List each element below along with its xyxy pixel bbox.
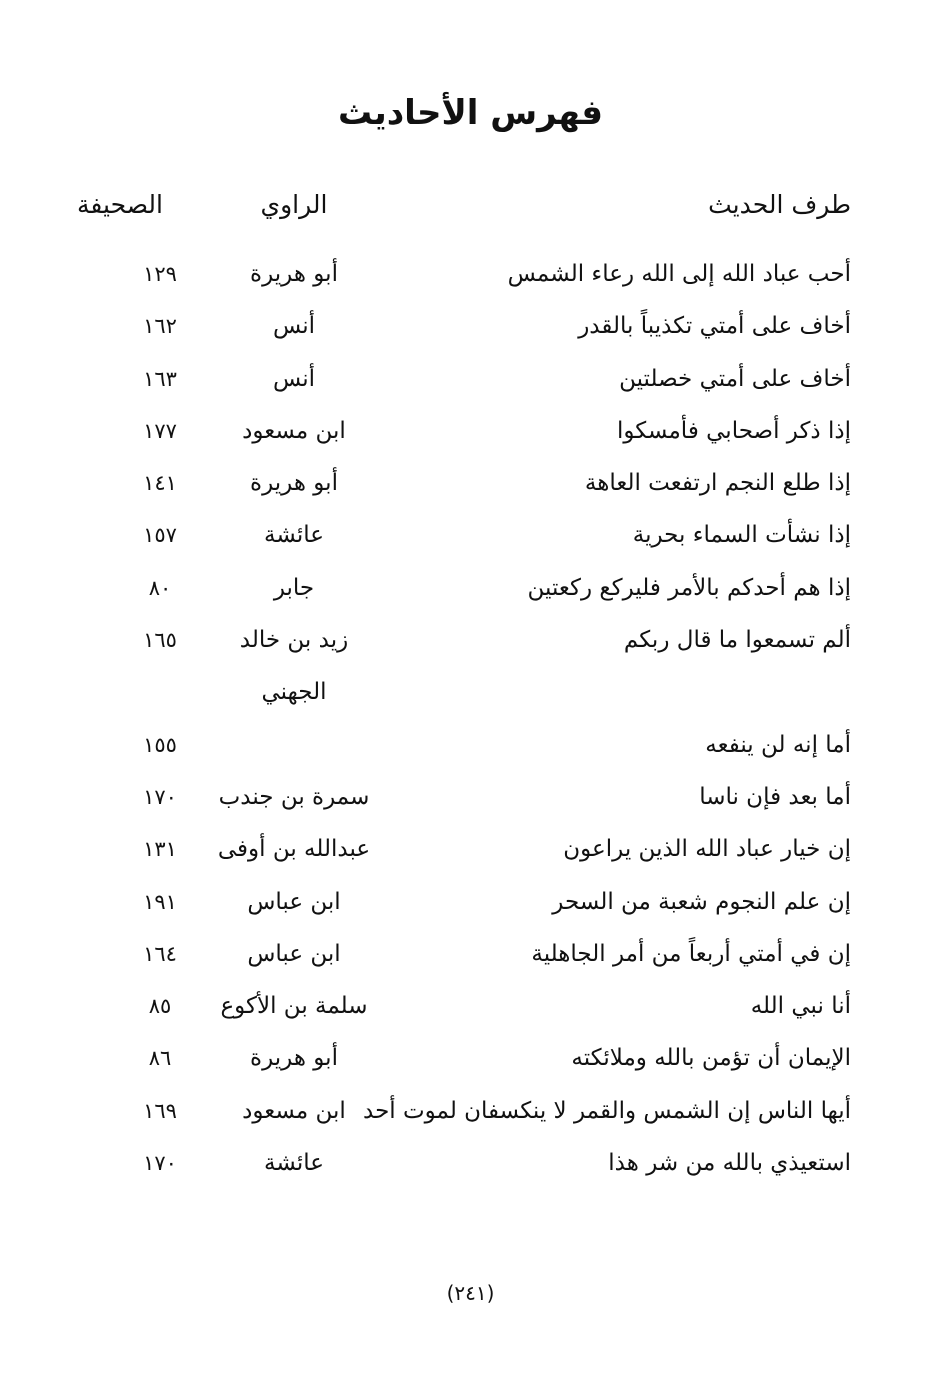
- hadith-text: إن في أمتي أربعاً من أمر الجاهلية: [531, 940, 851, 967]
- hadith-text: أنا نبي الله: [750, 993, 851, 1020]
- table-row: [0, 614, 941, 719]
- hadith-text: إن علم النجوم شعبة من السحر: [552, 888, 851, 915]
- table-row: [0, 823, 941, 875]
- page-ref: ١٦٣: [143, 366, 177, 391]
- table-row: [0, 405, 941, 457]
- page-ref: ١٢٩: [143, 262, 177, 286]
- narrator-name: عائشة: [264, 522, 324, 549]
- narrator-name: زيد بن خالد الجهني: [239, 627, 349, 706]
- hadith-text: الإيمان أن تؤمن بالله وملائكته: [571, 1045, 851, 1072]
- page-ref: ٨٠: [148, 575, 172, 600]
- table-row: [0, 248, 941, 300]
- page-ref: ١٦٢: [143, 314, 177, 339]
- page-ref: ١٩١: [143, 889, 177, 914]
- hadith-text: أما بعد فإن ناسا: [699, 783, 851, 810]
- page-ref: ٨٥: [148, 994, 172, 1019]
- hadith-text: إذا نشأت السماء بحرية: [632, 522, 851, 549]
- hadith-text: ألم تسمعوا ما قال ربكم: [623, 627, 851, 654]
- narrator-name: جابر: [273, 574, 315, 601]
- table-row: [0, 928, 941, 980]
- table-row: [0, 353, 941, 405]
- narrator-name: عائشة: [264, 1150, 324, 1177]
- table-row: [0, 300, 941, 352]
- narrator-name: ابن عباس: [247, 888, 341, 915]
- page-ref: ٨٦: [148, 1046, 172, 1071]
- hadith-index-list: [0, 248, 941, 1189]
- table-row: [0, 509, 941, 561]
- narrator-name: أبو هريرة: [250, 470, 338, 497]
- table-row: [0, 457, 941, 509]
- page-ref: ١٧٠: [143, 1151, 177, 1176]
- table-row: [0, 980, 941, 1032]
- table-row: [0, 1137, 941, 1189]
- narrator-name: عبدالله بن أوفى: [217, 836, 371, 863]
- page-ref: ١٥٥: [143, 732, 177, 757]
- narrator-name: أبو هريرة: [250, 1045, 338, 1072]
- hadith-text: أما إنه لن ينفعه: [705, 731, 851, 758]
- narrator-name: أنس: [272, 313, 316, 340]
- narrator-name: ابن مسعود: [242, 1097, 346, 1124]
- narrator-name: أبو هريرة: [250, 261, 338, 287]
- table-row: [0, 1085, 941, 1137]
- page-ref: ١٣١: [143, 837, 177, 862]
- page-ref: ١٦٥: [143, 628, 177, 653]
- page-ref: ١٧٠: [143, 784, 177, 809]
- narrator-name: أنس: [272, 365, 316, 392]
- table-row: [0, 1032, 941, 1084]
- page-ref: ١٧٧: [143, 418, 177, 443]
- page-number: (٢٤١): [446, 1281, 495, 1305]
- page-ref: ١٥٧: [143, 523, 177, 548]
- header-hadith: طرف الحديث: [708, 190, 851, 219]
- hadith-text: أيها الناس إن الشمس والقمر لا ينكسفان لموت أحد: [363, 1097, 851, 1124]
- hadith-text: أخاف على أمتي تكذيباً بالقدر: [578, 313, 851, 340]
- hadith-text: استعيذي بالله من شر هذا: [608, 1150, 851, 1177]
- narrator-name: ابن عباس: [247, 940, 341, 967]
- page-ref: ١٦٩: [143, 1098, 177, 1123]
- page-title: فهرس الأحاديث: [337, 93, 604, 133]
- narrator-name: سمرة بن جندب: [218, 783, 370, 810]
- table-row: [0, 562, 941, 614]
- hadith-text: إن خيار عباد الله الذين يراعون: [563, 836, 851, 863]
- column-headers: [0, 182, 941, 228]
- table-row: [0, 771, 941, 823]
- hadith-text: إذا هم أحدكم بالأمر فليركع ركعتين: [527, 574, 851, 601]
- hadith-text: أحب عباد الله إلى الله رعاء الشمس: [507, 261, 851, 287]
- narrator-name: سلمة بن الأكوع: [220, 993, 368, 1020]
- hadith-text: إذا طلع النجم ارتفعت العاهة: [584, 470, 851, 497]
- hadith-text: أخاف على أمتي خصلتين: [619, 365, 851, 392]
- header-page: الصحيفة: [77, 190, 163, 219]
- page-ref: ١٦٤: [143, 941, 177, 966]
- narrator-name: ابن مسعود: [242, 417, 346, 444]
- page-ref: ١٤١: [143, 471, 177, 496]
- table-row: [0, 719, 941, 771]
- header-narrator: الراوي: [260, 190, 328, 219]
- table-row: [0, 876, 941, 928]
- hadith-text: إذا ذكر أصحابي فأمسكوا: [617, 417, 851, 444]
